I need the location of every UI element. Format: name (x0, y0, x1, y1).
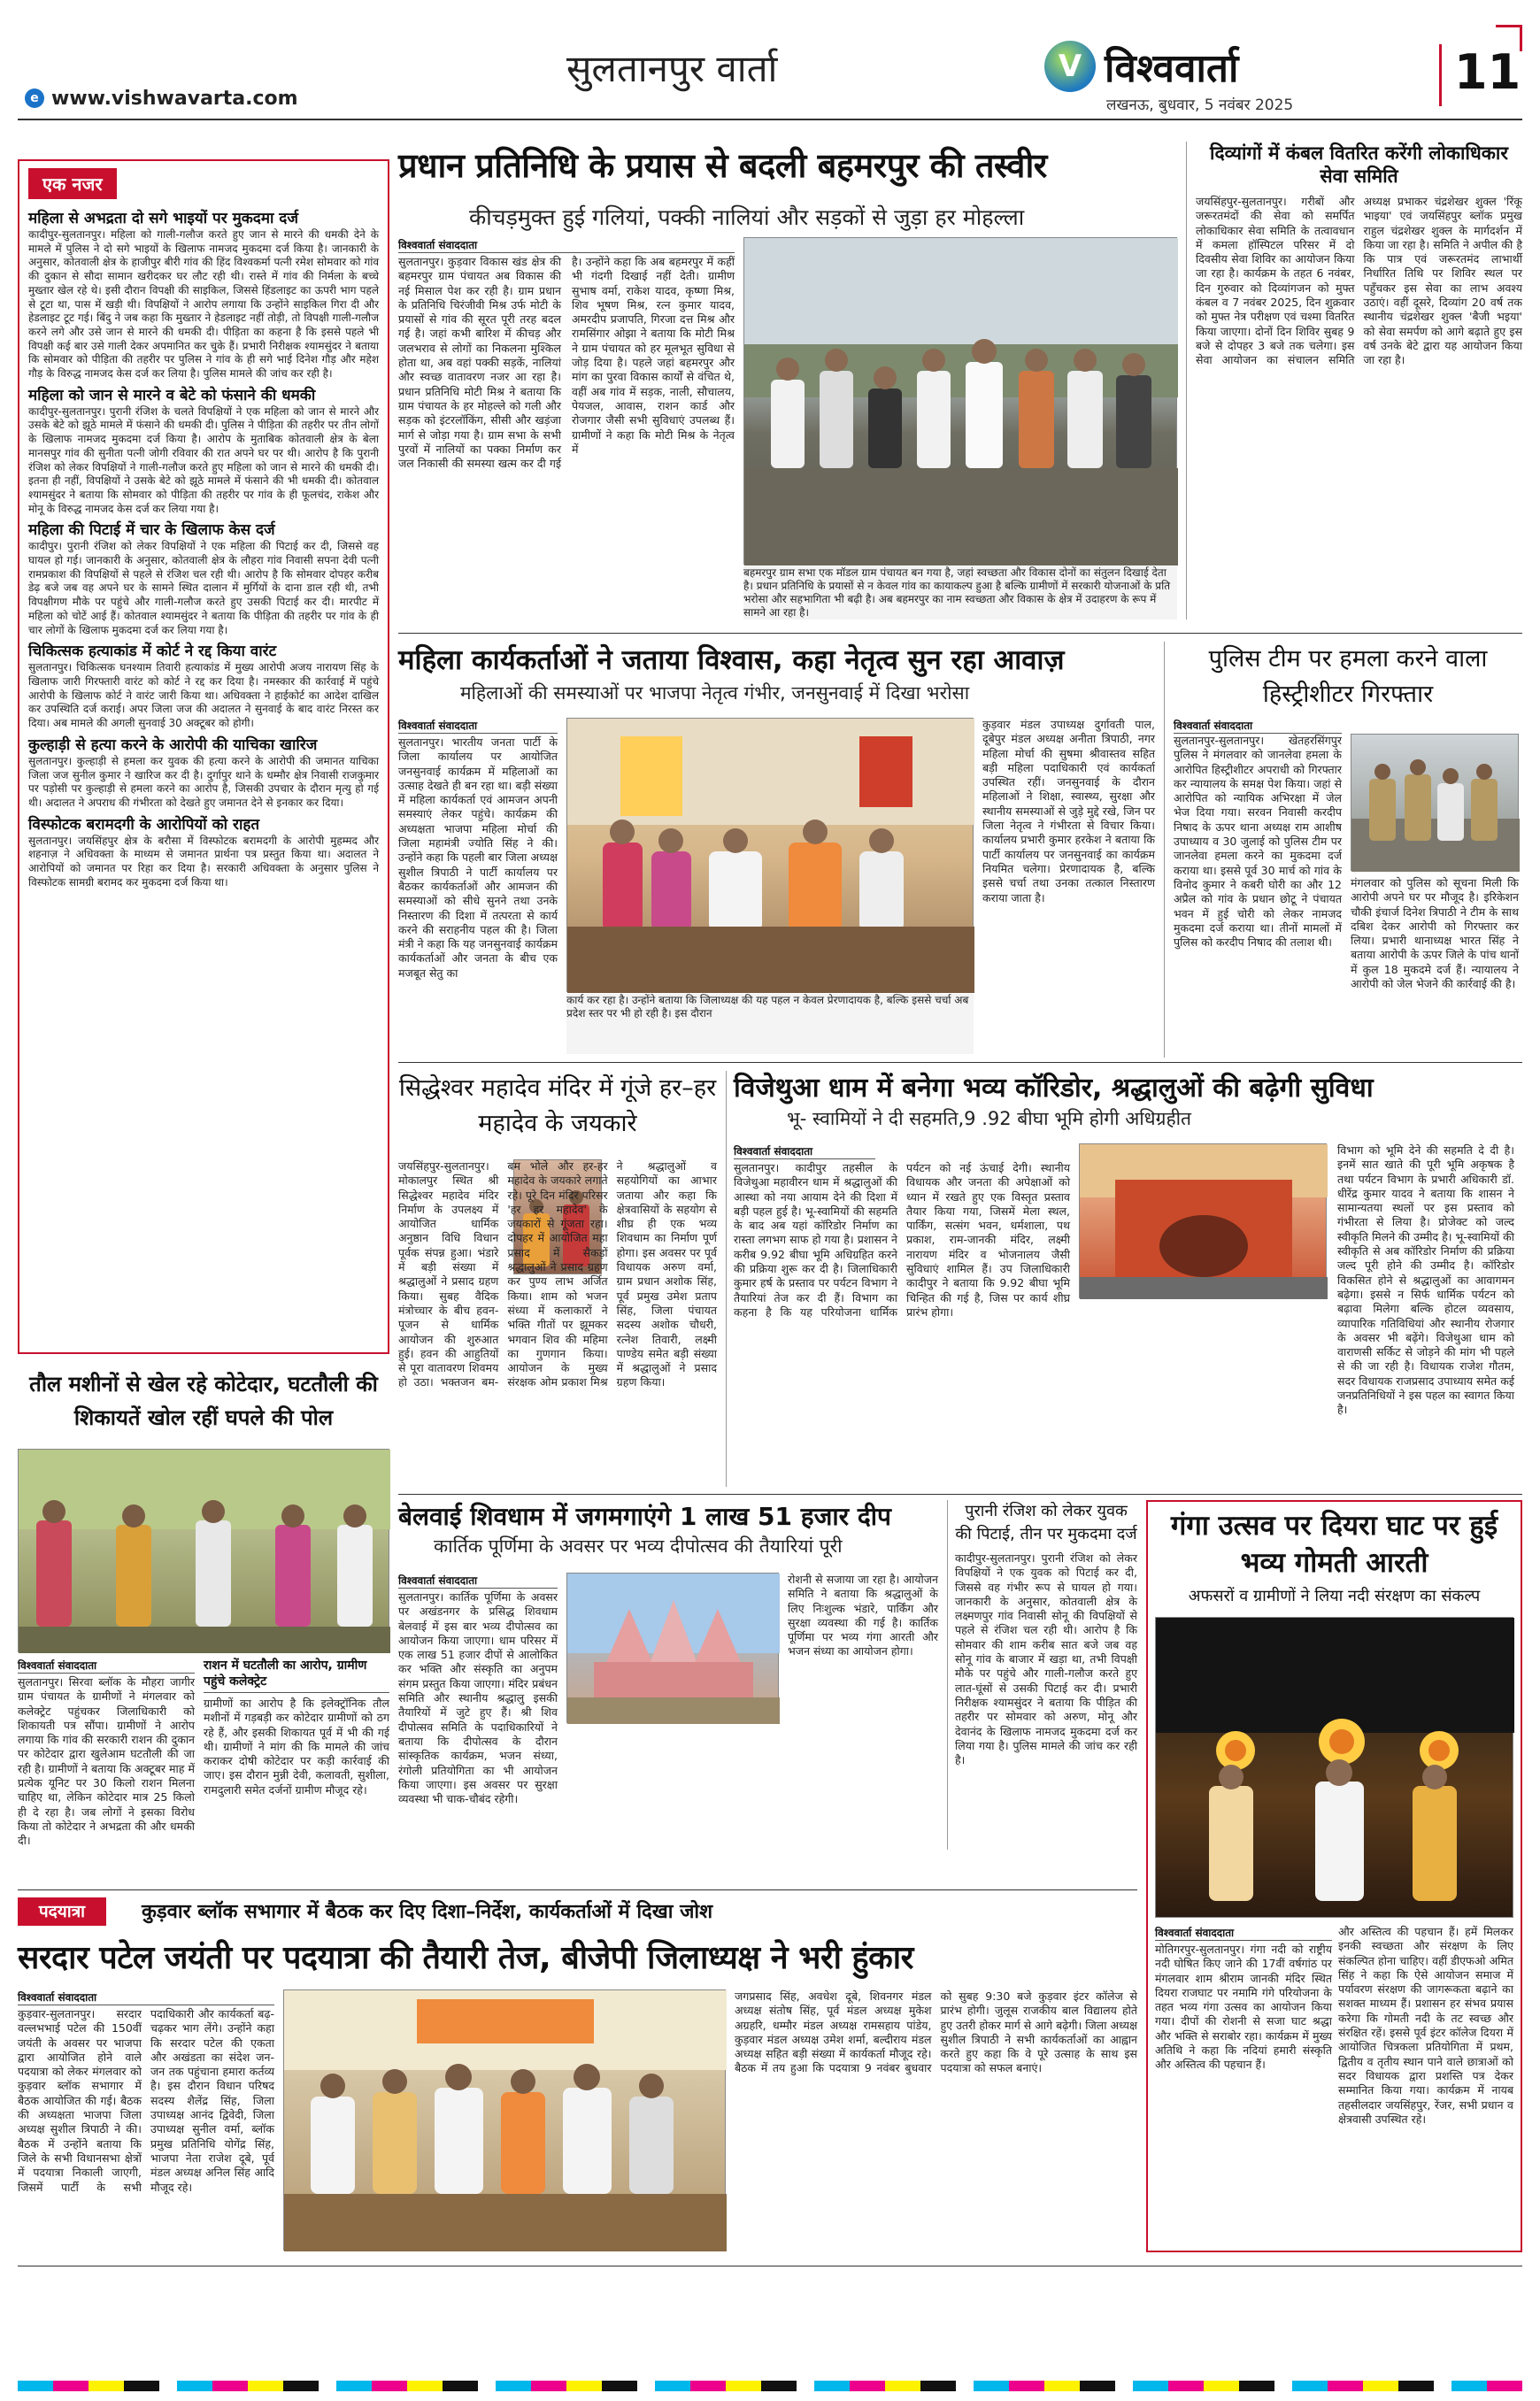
meeting-image (567, 719, 974, 993)
belwai-headline: बेलवाई शिवधाम में जगमगाएंगे 1 लाख 51 हजार दीप (398, 1502, 891, 1531)
brief-text: कादीपुर। पुरानी रंजिश को लेकर विपक्षियों ने एक महिला की पिटाई कर दी, जिससे वह घायल हो गई। जानकारी के अनुसार, कोतवाली क्षेत्र के लौहरा गांव निवासी सपना देवी पत्नी रामप्रकाश की विपक्षियों से पहले से रंजिश चल रही थी। आरोप है कि सोमवार दोपहर करीब डेढ़ बजे जब वह अपने घर के सामने स्थित दालान में मुर्गियों के दाना डाल रही थी, तभी विपक्षीगण मौके पर पहुंचे और गाली-गलौज करते हुए उसकी पिटाई कर दी। मारपीट में महिला को चोटें आई हैं। कोतवाल श्यामसुंदर ने बताया कि पीड़िता की तहरीर पर गांव के ही चार लोगों के खिलाफ मुकदमा दर्ज कर लिया गया है। (28, 540, 379, 636)
belwai-body: सुलतानपुर। कार्तिक पूर्णिमा के अवसर पर अखंडनगर के प्रसिद्ध शिवधाम बेलवाई में इस बार भव्य दीपोत्सव का आयोजन किया जाएगा। धाम परिसर में एक लाख 51 हजार दीपों से आलोकित कर भक्ति और संस्कृति का अनुपम संगम प्रस्तुत किया जाएगा। मंदिर प्रबंधन समिति और स्थानीय श्रद्धालु इसकी तैयारियों में जुटे हुए हैं। श्री शिव दीपोत्सव समिति के पदाधिकारियों ने बताया कि दीपोत्सव के दौरान सांस्कृतिक कार्यक्रम, भजन संध्या, रंगोली प्रतियोगिता का भी आयोजन किया जाएगा। इस अवसर पर सुरक्षा व्यवस्था भी चाक-चौबंद रहेगी। (398, 1590, 558, 1806)
ganga-body: मोतिगरपुर-सुलतानपुर। गंगा नदी को राष्ट्रीय नदी घोषित किए जाने की 17वीं वर्षगांठ पर मंगलवार शाम श्रीराम जानकी मंदिर स्थित दियरा राजघाट पर नमामि गंगे परियोजना के तहत भव्य गंगा उत्सव का आयोजन किया गया। दीपों की रोशनी से सजा घाट श्रद्धा और भक्ति से सराबोर रहा। कार्यक्रम में मुख्य अतिथि ने कहा कि नदियां हमारी संस्कृति और अस्तित्व की पहचान हैं। (1155, 1943, 1332, 2072)
mahila-byline: विश्ववार्ता संवाददाता (398, 718, 558, 734)
taul-photo (18, 1449, 389, 1652)
padyatra-story (18, 1889, 1137, 2252)
section-title: सुलतानपुर वार्ता (566, 47, 778, 90)
belwai-story (398, 1500, 938, 1850)
blanket-headline: दिव्यांगों में कंबल वितरित करेंगी लोकाधिकार सेवा समिति (1210, 142, 1508, 187)
belwai-body-2: रोशनी से सजाया जा रहा है। आयोजन समिति ने बताया कि श्रद्धालुओं के लिए निःशुल्क भंडारे, पार्किंग और सुरक्षा व्यवस्था की गई है। कार्तिक पूर्णिमा पर भव्य गंगा आरती और भजन संध्या का आयोजन होगा। (788, 1573, 938, 1658)
police-body-2: मंगलवार को पुलिस को सूचना मिली कि आरोपी अपने घर पर मौजूद है। इरिकेशन चौकी इंचार्ज दिनेश त्रिपाठी ने टीम के साथ दबिश देकर आरोपी को गिरफ्तार कर लिया। प्रभारी थानाध्यक्ष भारत सिंह ने बताया आरोपी के ऊपर जिले के पांच थानों में कुल 18 मुकदमे दर्ज हैं। न्यायालय ने आरोपी को जेल भेजने की कार्रवाई की है। (1351, 876, 1519, 991)
belwai-subhead: कार्तिक पूर्णिमा के अवसर पर भव्य दीपोत्सव की तैयारियां पूरी (434, 1535, 843, 1557)
bjp-meeting-image (284, 1990, 727, 2251)
police-arrest-image (1351, 735, 1520, 872)
brief-headline: महिला से अभद्रता दो सगे भाइयों पर मुकदमा दर्ज (28, 210, 298, 227)
mahila-subhead: महिलाओं की समस्याओं पर भाजपा नेतृत्व गंभीर, जनसुनवाई में दिखा भरोसा (460, 682, 970, 704)
brief-headline: महिला को जान से मारने व बेटे को फंसाने की धमकी (28, 386, 316, 404)
purani-body: कादीपुर-सुलतानपुर। पुरानी रंजिश को लेकर विपक्षियों ने एक युवक को पिटाई कर दी, जिससे वह गंभीर रूप से घायल हो गया। जानकारी के अनुसार, कोतवाली क्षेत्र के लक्ष्मणपुर गांव निवासी सोनू की विपक्षियों से पहले से रंजिश चल रही थी। आरोप है कि सोमवार की शाम करीब सात बजे जब वह सोनू गांव के बाजार में खड़ा था, तभी विपक्षी मौके पर पहुंचे और गाली-गलौज करते हुए लात-घूंसों से उसकी पिटाई कर दी। प्रभारी निरीक्षक श्यामसुंदर ने बताया कि पीड़ित की तहरीर पर सोमवार को अरुण, मोनू और देवानंद के खिलाफ नामजद मुकदमा दर्ज कर लिया गया है। पुलिस मामले की जांच कर रही है। (955, 1551, 1137, 1767)
villagers-group-image (744, 238, 1178, 566)
row-rule (398, 633, 1522, 634)
vijethua-photo (1079, 1143, 1327, 1298)
corner-accent (1496, 25, 1522, 51)
blanket-story (1186, 142, 1522, 619)
brief-text: सुलतानपुर। चिकित्सक घनश्याम तिवारी हत्याकांड में मुख्य आरोपी अजय नारायण सिंह के खिलाफ जारी गिरफ्तारी वारंट को कोर्ट ने रद्द कर दिया है। नमस्कार की कार्रवाई में पहुंचे आरोपी के खिलाफ कोर्ट ने वारंट जारी किया था। अधिवक्ता ने हाईकोर्ट का आदेश दाखिल कर उपस्थिति दर्ज कराई। अपर जिला जज की अदालत ने सुनवाई के बाद वारंट निरस्त कर दिया। अब मामले की अगली सुनवाई 30 अक्टूबर को होगी। (28, 661, 379, 730)
row-rule (398, 1062, 1522, 1063)
brief-headline: विस्फोटक बरामदगी के आरोपियों को राहत (28, 815, 260, 834)
padyatra-body: कुड़वार-सुलतानपुर। सरदार वल्लभभाई पटेल की 150वीं जयंती के अवसर पर भाजपा द्वारा आयोजित होने वाले पदयात्रा को लेकर मंगलवार को कुड़वार ब्लॉक सभागार में बैठक आयोजित की गई। बैठक की अध्यक्षता भाजपा जिला अध्यक्ष सुशील त्रिपाठी ने की। बैठक में उन्होंने बताया कि जिले के सभी विधानसभा क्षेत्रों में पदयात्रा निकाली जाएगी, जिसमें पार्टी के सभी पदाधिकारी और कार्यकर्ता बढ़-चढ़कर भाग लेंगे। उन्होंने कहा कि सरदार पटेल की एकता और अखंडता का संदेश जन-जन तक पहुंचाना हमारा कर्तव्य है। इस दौरान विधान परिषद सदस्य शैलेंद्र सिंह, जिला उपाध्यक्ष आनंद द्विवेदी, जिला उपाध्यक्ष सुनील वर्मा, ब्लॉक प्रमुख प्रतिनिधि योगेंद्र सिंह, भाजपा नेता राजेश दूबे, पूर्व मंडल अध्यक्ष अनिल सिंह आदि मौजूद रहे। (18, 2007, 274, 2194)
brief-text: कादीपुर-सुलतानपुर। पुरानी रंजिश के चलते विपक्षियों ने एक महिला को जान से मारने और उसके बेटे को झूठे मामले में फंसाने की धमकी दी। पुलिस ने पीड़िता की तहरीर पर तीन लोगों के खिलाफ नामजद मुकदमा दर्ज किया है। आरोप के मुताबिक कोतवाली क्षेत्र के बेला मानसपुर गांव की सुनीता पत्नी जोगी रविवार की रात अपने घर पर थी। आरोप है कि पुरानी रंजिश को लेकर विपक्षियों ने गाली-गलौज करते हुए महिला को जान से मारने की धमकी दी। इतना ही नहीं, विपक्षियों ने उसके बेटे को झूठे मामले में फंसाने की भी धमकी दी। कोतवाल श्यामसुंदर ने बताया कि सोमवार को पीड़िता की तहरीर पर गांव के ही फूलचंद, राकेश और मोनू के विरुद्ध नामजद केस दर्ज कर लिया गया है। (28, 404, 379, 515)
lead-byline: विश्ववार्ता संवाददाता (398, 237, 735, 253)
ganga-subhead: अफसरों व ग्रामीणों ने लिया नदी संरक्षण का संकल्प (1188, 1587, 1481, 1605)
taul-headline: तौल मशीनों से खेल रहे कोटेदार, घटतौली की शिकायतें खोल रहीं घपले की पोल (29, 1372, 378, 1430)
temple-corridor-image (1080, 1144, 1328, 1299)
site-url[interactable] (25, 85, 379, 112)
masthead (0, 0, 1540, 115)
siddheshwar-body: जयसिंहपुर-सुलतानपुर। मोकालपुर स्थित श्री सिद्धेश्वर महादेव मंदिर निर्माण के उपलक्ष्य में आयोजित धार्मिक अनुष्ठान विधि विधान पूर्वक संपन्न हुआ। भंडारे में बड़ी संख्या में श्रद्धालुओं ने प्रसाद ग्रहण किया। सुबह वैदिक मंत्रोच्चार के बीच हवन-पूजन से धार्मिक आयोजन की शुरुआत हुई। हवन की आहुतियों से पूरा वातावरण शिवमय हो उठा। भक्तजन बम-बम भोले और हर-हर महादेव के जयकारे लगाते रहे। पूरे दिन मंदिर परिसर 'हर हर महादेव' के जयकारों से गूंजता रहा। दोपहर में आयोजित महा प्रसाद में सैकड़ों श्रद्धालुओं ने प्रसाद ग्रहण कर पुण्य लाभ अर्जित किया। शाम को भजन संध्या में कलाकारों ने भक्ति गीतों पर झूमकर भगवान शिव की महिमा का गुणगान किया। आयोजन के मुख्य संरक्षक ओम प्रकाश मिश्र ने श्रद्धालुओं व सहयोगियों का आभार जताया और कहा कि क्षेत्रवासियों के सहयोग से शीघ्र ही एक भव्य शिवधाम का निर्माण पूर्ण होगा। इस अवसर पर पूर्व विधायक अरुण वर्मा, ग्राम प्रधान अशोक सिंह, पूर्व प्रमुख उमेश प्रताप सिंह, जिला पंचायत सदस्य अशोक चौधरी, रत्नेश तिवारी, लक्ष्मी पाण्डेय समेत बड़ी संख्या में श्रद्धालुओं ने प्रसाद ग्रहण किया। (398, 1159, 717, 1389)
police-body: सुलतानपुर-सुलतानपुर। खेतहरसिंगपुर पुलिस ने मंगलवार को जानलेवा हमला के आरोपित हिस्ट्रीशीटर अपराधी को गिरफ्तार कर न्यायालय के समक्ष पेश किया। जहां से आरोपित को न्यायिक अभिरक्षा में जेल भेज दिया गया। सरवन निवासी करदीप निषाद के ऊपर थाना अध्यक्ष राम आशीष उपाध्याय व 30 जुलाई को पुलिस टीम पर जानलेवा हमला करने का मुकदमा दर्ज कराया था। इससे पूर्व 30 मार्च को गांव के विनोद कुमार ने कबरी घोरी का और 12 अप्रैल को गांव के प्रधान छोटू ने पंचायत भवन में हुई चोरी को लेकर नामजद मुकदमा दर्ज कराया था। तीनों मामलों में पुलिस को करदीप निषाद की तलाश थी। (1174, 734, 1342, 950)
mahila-story (398, 642, 1155, 1058)
logo-text: विश्ववार्ता (1105, 46, 1239, 91)
masthead-rule (18, 119, 1522, 120)
page-number: 11 (1439, 44, 1519, 106)
globe-icon: e (25, 88, 44, 108)
police-headline: पुलिस टीम पर हमला करने वाला हिस्ट्रीशीटर गिरफ्तार (1208, 645, 1488, 708)
mahila-headline: महिला कार्यकर्ताओं ने जताया विश्वास, कहा नेतृत्व सुन रहा आवाज़ (398, 644, 1065, 676)
police-photo (1351, 734, 1519, 871)
purani-story (947, 1500, 1137, 1850)
brief-headline: कुल्हाड़ी से हत्या करने के आरोपी की याचिका खारिज (28, 735, 318, 754)
aarti-ceremony-image (1156, 1618, 1514, 1919)
lead-caption: बहमरपुर ग्राम सभा एक मॉडल ग्राम पंचायत बन गया है, जहां स्वच्छता और विकास दोनों का संतुलन दिखाई देता है। प्रधान प्रतिनिधि के प्रयासों से न केवल गांव का कायाकल्प हुआ है बल्कि ग्रामीणों में सरकारी योजनाओं के प्रति भरोसा और सहभागिता भी बढ़ी है। अब बहमरपुर का नाम स्वच्छता और विकास के क्षेत्र में उदाहरण के रूप में सामने आ रहा है। (743, 566, 1177, 619)
blanket-body: जयसिंहपुर-सुलतानपुर। गरीबों और जरूरतमंदों की सेवा को समर्पित लोकाधिकार सेवा समिति के तत्वावधान में कमला हॉस्पिटल परिसर में दो दिवसीय सेवा शिविर का आयोजन किया जा रहा है। कार्यक्रम के तहत 6 नवंबर, दिन गुरुवार को दिव्यांगजन को मुफ्त कंबल व 7 नवंबर 2025, दिन शुक्रवार को मुफ्त नेत्र परीक्षण एवं चश्मा वितरित किया जाएगा। दोनों दिन शिविर सुबह 9 बजे से दोपहर 3 बजे तक चलेगा। इस सेवा आयोजन का संचालन समिति अध्यक्ष प्रभाकर चंद्रशेखर शुक्ल 'रिंकू भाइया' एवं जयसिंहपुर ब्लॉक प्रमुख राहुल चंद्रशेखर शुक्ल के मार्गदर्शन में किया जा रहा है। समिति ने अपील की है कि पात्र एवं जरूरतमंद लाभार्थी निर्धारित तिथि पर शिविर स्थल पर पहुँचकर इस सेवा का लाभ अवश्य उठाएं। वहीं दूसरे, दिव्यांग 20 वर्ष तक स्थानीय चंद्रशेखर शुक्ल 'बैजी भइया' को सेवा समर्पण को आगे बढ़ाते हुए इस वर्ष उनके बेटे द्वारा यह आयोजन किया जा रहा है। (1196, 195, 1522, 367)
brief-text: कादीपुर-सुलतानपुर। महिला को गाली-गलौज करते हुए जान से मारने की धमकी देने के मामले में पुलिस ने दो सगे भाइयों के खिलाफ नामजद मुकदमा दर्ज किया है। जानकारी के अनुसार, कोतवाली क्षेत्र के हाजीपुर बीरी गांव की हिंद विश्वकर्मा पत्नी रमेश सोमवार को गांव की दुकान से सौदा सामान खरीदकर घर लौट रही थी। रास्ते में गांव की निर्मला के बच्चे मुख्तार खेल रहे थे। इसी दौरान विपक्षी की साइकिल, जिससे हिंडलाइट का ऊपरी भाग पहले से टूटा था, पास में खड़ी थी। विपक्षियों ने आरोप लगाया कि उन्होंने साइकिल गिरा दी और हेडलाइट टूट गई। बिंदु ने जब कहा कि मुख्तार ने हेडलाइट नहीं तोड़ी, तो विपक्षी गाली-गलौज करने लगे और उसे जान से मारने की धमकी दी। पीड़िता का कहना है कि इससे पहले भी विपक्षी कई बार उसे गाली देकर अपमानित कर चुके हैं। प्रभारी निरीक्षक श्यामसुंदर ने बताया कि सोमवार को पीड़िता की तहरीर पर पुलिस ने गांव के ही सगे भाई दिनेश गौड़ और महेश गौड़ के विरुद्ध नामजद केस दर्ज कर लिया है। पुलिस मामले की जांच कर रही है। (28, 228, 379, 381)
lead-body: सुलतानपुर। कुड़वार विकास खंड क्षेत्र की बहमरपुर ग्राम पंचायत अब विकास की नई मिसाल पेश कर रही है। ग्राम प्रधान के प्रतिनिधि चिरंजीवी मिश्र उर्फ मोटी के प्रयासों से गांव की सूरत पूरी तरह बदल गई है। जहां कभी बारिश में कीचड़ और जलभराव से लोगों का निकलना मुश्किल होता था, अब वहां पक्की सड़कें, नालियां और स्वच्छ वातावरण नजर आ रहा है। प्रधान प्रतिनिधि मोटी मिश्र ने बताया कि ग्राम पंचायत के हर मोहल्ले को गली और सड़क को इंटरलॉकिंग, सीसी और खड़ंजा मार्ग से जोड़ा गया है। ग्राम सभा के सभी पुरवों में नालियों का पक्का निर्माण कर जल निकासी की समस्या खत्म कर दी गई है। उन्होंने कहा कि अब बहमरपुर में कहीं भी गंदगी दिखाई नहीं देती। ग्रामीण सुभाष वर्मा, राकेश यादव, कृष्णा मिश्र, शिव भूषण मिश्र, रत्न कुमार यादव, अमरदीप प्रजापति, गिरजा दत्त मिश्र और रामसिंगार ओझा ने बताया कि मोटी मिश्र ने ग्राम पंचायत को हर मूलभूत सुविधा से जोड़ दिया है। पहले जहां बहमरपुर और मांग का पुरवा विकास कार्यों से वंचित थे, वहीं अब गांव में सड़क, नाली, सौचालय, पेयजल, आवास, राशन कार्ड और रोजगार जैसी सभी सुविधाएं उपलब्ध हैं। ग्रामीणों ने कहा कि मोटी मिश्र के नेतृत्व में (398, 255, 735, 471)
vijethua-headline: विजेथुआ धाम में बनेगा भव्य कॉरिडोर, श्रद्धालुओं की बढ़ेगी सुविधा (734, 1073, 1374, 1104)
police-story (1164, 642, 1522, 1058)
brief-text: सुलतानपुर। जयसिंहपुर क्षेत्र के बरौसा में विस्फोटक बरामदगी के आरोपी मुहम्मद और शहनाज़ ने अधिवक्ता के माध्यम से जमानत प्रार्थना पत्र प्रस्तुत किया था। अदालत ने आरोपियों को जमानत पर रिहा कर दिया है। सरकारी अधिवक्ता के अनुसार पुलिस ने विस्फोटक सामग्री बरामद कर मुकदमा दर्ज किया था। (28, 834, 379, 889)
logo-block (1044, 35, 1416, 97)
mahila-body-2: कुड़वार मंडल उपाध्यक्ष दुर्गावती पाल, दूबेपुर मंडल अध्यक्ष अनीता त्रिपाठी, नगर महिला मोर्चा की सुषमा श्रीवास्तव सहित बड़ी महिला पदाधिकारी एवं कार्यकर्ता उपस्थित रहीं। जनसुनवाई के दौरान महिलाओं ने शिक्षा, स्वास्थ्य, सुरक्षा और स्थानीय समस्याओं से जुड़े मुद्दे रखे, जिन पर जिला नेतृत्व ने गंभीरता से विचार किया। कार्यालय प्रभारी कुमार हरकेश ने बताया कि पार्टी कार्यालय पर जनसुनवाई का कार्यक्रम नियमित चलेगा। प्रेरणादायक है, बल्कि इससे चर्चा तथा उनका तत्काल निस्तारण कराया जाता है। (982, 718, 1155, 904)
brief-headline: महिला की पिटाई में चार के खिलाफ केस दर्ज (28, 521, 275, 540)
siddheshwar-headline: सिद्धेश्वर महादेव मंदिर में गूंजे हर–हर महादेव के जयकारे (398, 1074, 717, 1137)
mahila-caption: कार्य कर रहा है। उन्होंने बताया कि जिलाध्यक्ष की यह पहल न केवल प्रेरणादायक है, बल्कि इससे चर्चा अब प्रदेश स्तर पर भी हो रही है। इस दौरान (566, 994, 974, 1054)
row-rule (398, 1494, 1522, 1495)
ganga-story (1146, 1500, 1522, 2252)
shiv-temple-image (567, 1574, 780, 1724)
siddheshwar-story (398, 1071, 717, 1487)
mahila-body: सुलतानपुर। भारतीय जनता पार्टी के जिला कार्यालय पर आयोजित जनसुनवाई कार्यक्रम में महिलाओं का उत्साह देखते ही बन रहा था। बड़ी संख्या में महिला कार्यकर्ता एवं आमजन अपनी समस्याएं लेकर पहुंचे। कार्यक्रम की अध्यक्षता भाजपा महिला मोर्चा की जिला महामंत्री ज्योति सिंह ने की। उन्होंने कहा कि पहली बार जिला अध्यक्ष सुशील त्रिपाठी ने पार्टी कार्यालय पर बैठकर कार्यकर्ताओं और आमजन की समस्याओं को सीधे सुनने तथा उनके निस्तारण की दिशा में तत्परता से कार्य करने की सराहनीय पहल की है। जिला मंत्री ने कहा कि यह जनसुनवाई कार्यक्रम कार्यकर्ताओं और जनता के बीच एक मजबूत सेतु का (398, 735, 558, 980)
mahila-photo (566, 718, 974, 992)
lead-headline: प्रधान प्रतिनिधि के प्रयास से बदली बहमरपुर की तस्वीर (398, 146, 1047, 185)
padyatra-kicker: कुड़वार ब्लॉक सभागार में बैठक कर दिए दिशा–निर्देश, कार्यकर्ताओं में दिखा जोश (142, 1901, 713, 1923)
padyatra-body-2: जगप्रसाद सिंह, अवधेश दूबे, शिवनगर मंडल अध्यक्ष संतोष सिंह, पूर्व मंडल अध्यक्ष मुकेश अग्रहरि, धम्मौर मंडल अध्यक्ष रामसहाय पांडेय, कुड़वार मंडल अध्यक्ष उमेश शर्मा, बल्दीराय मंडल अध्यक्ष सहित बड़ी संख्या में कार्यकर्ता मौजूद रहे। बैठक में तय हुआ कि पदयात्रा 9 नवंबर बुधवार को सुबह 9:30 बजे कुड़वार इंटर कॉलेज से प्रारंभ होगी। जुलूस राजकीय बाल विद्यालय होते हुए उतरी होकर मार्ग से आगे बढ़ेगी। जिला अध्यक्ष सुशील त्रिपाठी ने सभी कार्यकर्ताओं का आह्वान करते हुए कहा कि वे पूरे उत्साह के साथ इस पदयात्रा को सफल बनाएं। (735, 1989, 1137, 2075)
vijethua-story (726, 1071, 1522, 1487)
padyatra-photo (283, 1989, 726, 2251)
taul-story (18, 1367, 389, 1848)
police-byline: विश्ववार्ता संवाददाता (1174, 718, 1342, 734)
vijethua-body: सुलतानपुर। कादीपुर तहसील के विजेथुआ महावीरन धाम में श्रद्धालुओं की आस्था को नया आयाम देने की दिशा में बड़ी पहल हुई है। भू-स्वामियों की सहमति के बाद अब यहां कॉरिडोर निर्माण का रास्ता लगभग साफ हो गया है। प्रशासन ने करीब 9.92 बीघा भूमि अधिग्रहित करने की प्रक्रिया शुरू कर दी है। जिलाधिकारी कुमार हर्ष के प्रस्ताव पर पर्यटन विभाग ने तैयारियां तेज कर दी हैं। विभाग का कहना है कि यह परियोजना धार्मिक पर्यटन को नई ऊंचाई देगी। स्थानीय विधायक और जनता की अपेक्षाओं को ध्यान में रखते हुए एक विस्तृत प्रस्ताव तैयार किया गया, जिसमें मेला स्थल, पार्किंग, सत्संग भवन, धर्मशाला, पथ प्रकाश, राम-जानकी मंदिर, लक्ष्मी नारायण मंदिर व भोजनालय जैसी सुविधाएं शामिल हैं। उप जिलाधिकारी कादीपुर ने बताया कि 9.92 बीघा भूमि चिन्हित की गई है, जिस पर कार्य शीघ्र प्रारंभ होगा। (734, 1161, 1070, 1319)
vijethua-body-2: विभाग को भूमि देने की सहमति दे दी है। इनमें सात खाते की पूरी भूमि अकृषक है तथा पर्यटन विभाग के प्रभारी अधिकारी डॉ. धीरेंद्र कुमार यादव ने बताया कि शासन ने सामान्यतया स्थलों पर इस प्रस्ताव को गंभीरता से लिया है। प्रोजेक्ट को जल्द स्वीकृति मिलने की उम्मीद है। भू-स्वामियों की स्वीकृति से अब कॉरिडोर निर्माण की प्रक्रिया जल्द पूरी होने की उम्मीद है। कॉरिडोर विकसित होने से श्रद्धालुओं का आवागमन बढ़ेगा। इससे न सिर्फ धार्मिक पर्यटन को बढ़ावा मिलेगा बल्कि होटल व्यवसाय, व्यापारिक गतिविधियां और स्थानीय रोजगार के अवसर भी बढ़ेंगे। विजेथुआ धाम को वाराणसी सर्किट से जोड़ने की मांग भी पहले से की जा रही है। विधायक राजेश गौतम, सदर विधायक राजप्रसाद उपाध्याय समेत कई जनप्रतिनिधियों ने इस पहल का स्वागत किया है। (1337, 1143, 1514, 1417)
dateline: लखनऊ, बुधवार, 5 नवंबर 2025 (1106, 96, 1294, 114)
lead-photo (743, 237, 1177, 565)
ganga-byline: विश्ववार्ता संवाददाता (1155, 1925, 1332, 1941)
taul-byline: विश्ववार्ता संवाददाता (18, 1658, 195, 1674)
taul-body: सुलतानपुर। सिरवा ब्लॉक के मौहरा जागीर ग्राम पंचायत के ग्रामीणों ने मंगलवार को कलेक्ट्रेट पहुंचकर जिलाधिकारी को शिकायती पत्र सौंपा। ग्रामीणों ने आरोप लगाया कि गांव की सरकारी राशन की दुकान पर कोटेदार द्वारा खुलेआम घटतौली की जा रही है। ग्रामीणों ने बताया कि अक्टूबर माह में प्रत्येक यूनिट पर 30 किलो राशन मिलना चाहिए था, लेकिन कोटेदार मात्र 25 किलो ही दे रहा है। जब लोगों ने इसका विरोध किया तो कोटेदार ने अभद्रता की और धमकी दी। (18, 1675, 195, 1848)
sidebar-label: एक नजर (28, 168, 117, 199)
registration-bar (18, 2381, 1522, 2391)
vijethua-byline: विश्ववार्ता संवाददाता (734, 1143, 875, 1159)
vijethua-subhead: भू- स्वामियों ने दी सहमति,9 .92 बीघा भूमि होगी अधिग्रहीत (787, 1108, 1192, 1129)
villagers-complaint-image (19, 1450, 390, 1653)
ganga-body-2: और अस्तित्व की पहचान हैं। हमें मिलकर इनकी स्वच्छता और संरक्षण के लिए संकल्पित होना चाहिए। वहीं डीएफओ अमित सिंह ने कहा कि ऐसे आयोजन समाज में पर्यावरण संरक्षण की जागरूकता बढ़ाने का सशक्त माध्यम हैं। प्रशासन हर संभव प्रयास करेगा कि गोमती नदी के तट स्वच्छ और संरक्षित रहें। इससे पूर्व इंटर कॉलेज दियरा में आयोजित चित्रकला प्रतियोगिता में प्रथम, द्वितीय व तृतीय स्थान पाने वाले छात्राओं को सदर विधायक द्वारा प्रशस्ति पत्र देकर सम्मानित किया गया। कार्यक्रम में नायब तहसीलदार जयसिंहपुर, रेंजर, सभी प्रधान व क्षेत्रवासी उपस्थित रहे। (1338, 1925, 1513, 2126)
ganga-headline: गंगा उत्सव पर दियरा घाट पर हुई भव्य गोमती आरती (1170, 1510, 1498, 1579)
brief-text: सुलतानपुर। कुल्हाड़ी से हमला कर युवक की हत्या करने के आरोपी की जमानत याचिका जिला जज सुनील कुमार ने खारिज कर दी है। दुर्गापुर थाने के धम्मौर क्षेत्र निवासी राजकुमार पर पड़ोसी पर कुल्हाड़ी से हमला करने का आरोप है, जिसकी उपचार के दौरान मृत्यु हो गई थी। अदालत ने अपराध की गंभीरता को देखते हुए जमानत देने से इनकार कर दिया। (28, 754, 379, 809)
url-text: www.vishwavarta.com (51, 87, 298, 110)
padyatra-headline: सरदार पटेल जयंती पर पदयात्रा की तैयारी तेज, बीजेपी जिलाध्यक्ष ने भरी हुंकार (18, 1940, 913, 1976)
padyatra-byline: विश्ववार्ता संवाददाता (18, 1989, 274, 2005)
ganga-photo (1155, 1617, 1513, 1918)
lead-subhead: कीचड़मुक्त हुई गलियां, पक्की नालियां और सड़कों से जुड़ा हर मोहल्ला (469, 204, 1025, 230)
belwai-photo (566, 1573, 779, 1723)
logo-v-icon: V (1044, 41, 1096, 92)
belwai-byline: विश्ववार्ता संवाददाता (398, 1573, 558, 1589)
briefs-sidebar (18, 159, 389, 1354)
taul-body-2: ग्रामीणों का आरोप है कि इलेक्ट्रॉनिक तौल मशीनों में गड़बड़ी कर कोटेदार ग्रामीणों को ठग रहे हैं, और इसकी शिकायत पूर्व में भी की गई थी। ग्रामीणों ने मांग की कि मामले की जांच कराकर दोषी कोटेदार पर कड़ी कार्रवाई की जाए। इस दौरान मुन्नी देवी, कलावती, सुशीला, रामदुलारी समेत दर्जनों ग्रामीण मौजूद रहे। (204, 1697, 389, 1797)
taul-pull-quote: राशन में घटतौली का आरोप, ग्रामीण पहुंचे कलेक्ट्रेट (204, 1658, 389, 1693)
brief-headline: चिकित्सक हत्याकांड में कोर्ट ने रद्द किया वारंट (28, 643, 277, 661)
padyatra-tag: पदयात्रा (18, 1897, 106, 1926)
lead-story (398, 142, 1177, 619)
purani-headline: पुरानी रंजिश को लेकर युवक की पिटाई, तीन पर मुकदमा दर्ज (955, 1502, 1137, 1543)
